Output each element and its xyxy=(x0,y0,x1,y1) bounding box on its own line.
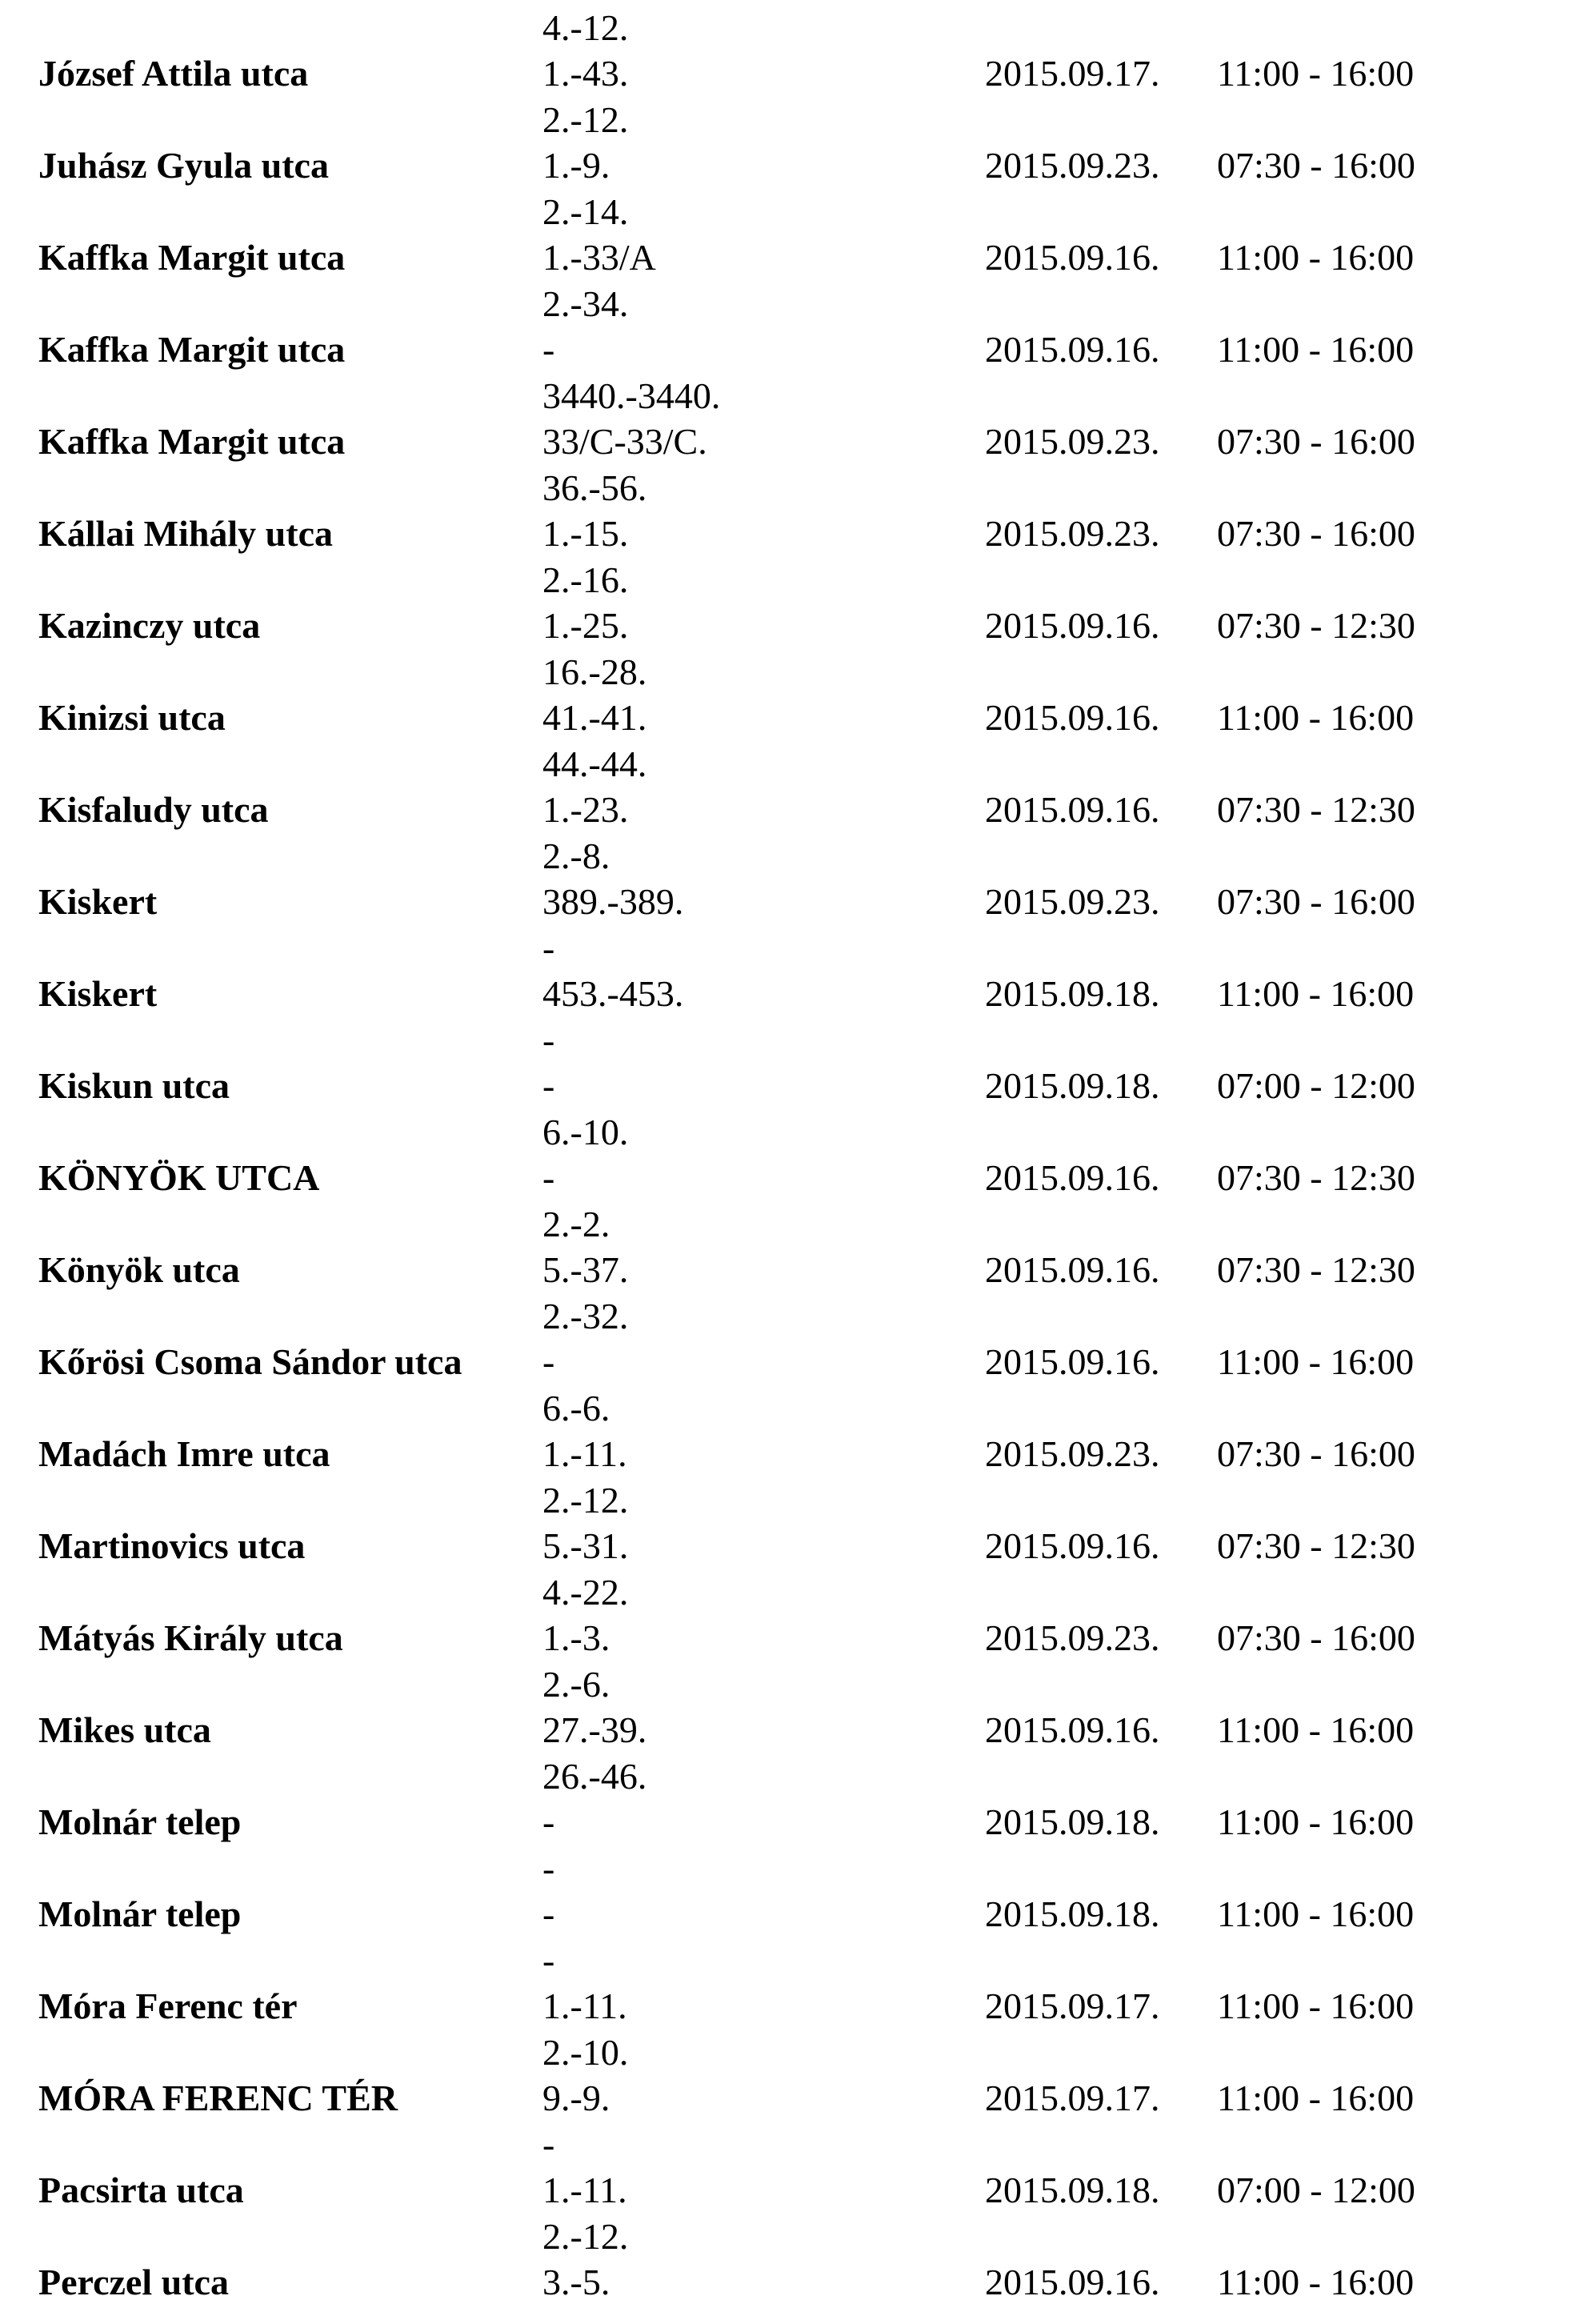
service-date: 2015.09.18. xyxy=(985,1065,1160,1106)
service-time: 11:00 - 16:00 xyxy=(1217,973,1415,1014)
street-name: Perczel utca xyxy=(38,2262,229,2302)
service-date: 2015.09.16. xyxy=(985,1525,1160,1566)
schedule-row xyxy=(0,1104,1593,1196)
service-date: 2015.09.23. xyxy=(985,145,1160,186)
service-date: 2015.09.16. xyxy=(985,697,1160,738)
house-range-first: 2.-6. xyxy=(542,1664,610,1705)
schedule-row xyxy=(0,92,1593,184)
house-range-first: 16.-28. xyxy=(542,651,647,692)
house-range-first: 44.-44. xyxy=(542,743,647,784)
service-time: 11:00 - 16:00 xyxy=(1217,2078,1415,2118)
service-time: 11:00 - 16:00 xyxy=(1217,1801,1415,1842)
house-range-first: - xyxy=(542,1020,555,1060)
schedule-row xyxy=(0,1288,1593,1380)
service-date: 2015.09.23. xyxy=(985,1433,1160,1474)
street-name: Kazinczy utca xyxy=(38,605,261,646)
house-range-first: 6.-6. xyxy=(542,1388,610,1428)
schedule-row xyxy=(0,1012,1593,1104)
service-time: 07:00 - 12:00 xyxy=(1217,2170,1415,2210)
street-name: Martinovics utca xyxy=(38,1525,306,1566)
service-date: 2015.09.18. xyxy=(985,1801,1160,1842)
schedule-row xyxy=(0,276,1593,368)
house-range-first: 2.-16. xyxy=(542,559,629,600)
schedule-row xyxy=(0,1749,1593,1841)
service-date: 2015.09.16. xyxy=(985,605,1160,646)
street-name: Kőrösi Csoma Sándor utca xyxy=(38,1341,462,1382)
schedule-row xyxy=(0,552,1593,644)
house-range-first: 4.-12. xyxy=(542,7,629,48)
street-name: Mikes utca xyxy=(38,1709,211,1750)
schedule-row xyxy=(0,1196,1593,1288)
service-time: 11:00 - 16:00 xyxy=(1217,329,1415,370)
house-range-second: 1.-11. xyxy=(542,1433,627,1474)
house-range-second: 389.-389. xyxy=(542,881,684,922)
street-name: Molnár telep xyxy=(38,1801,242,1842)
service-date: 2015.09.16. xyxy=(985,1341,1160,1382)
house-range-second: 1.-9. xyxy=(542,145,610,186)
service-date: 2015.09.16. xyxy=(985,2262,1160,2302)
street-name: Kiskert xyxy=(38,881,158,922)
house-range-second: 1.-11. xyxy=(542,1985,627,2026)
service-date: 2015.09.16. xyxy=(985,1249,1160,1290)
street-name: Könyök utca xyxy=(38,1249,240,1290)
street-name: Mátyás Király utca xyxy=(38,1617,343,1658)
house-range-second: - xyxy=(542,1341,555,1382)
street-name: Madách Imre utca xyxy=(38,1433,330,1474)
schedule-row xyxy=(0,644,1593,736)
schedule-row xyxy=(0,1933,1593,2025)
house-range-first: 2.-2. xyxy=(542,1204,610,1244)
schedule-row xyxy=(0,2025,1593,2117)
schedule-row xyxy=(0,2209,1593,2301)
house-range-first: 2.-34. xyxy=(542,283,629,324)
street-name: Kiskun utca xyxy=(38,1065,230,1106)
service-time: 07:30 - 16:00 xyxy=(1217,881,1415,922)
service-date: 2015.09.23. xyxy=(985,513,1160,554)
schedule-row xyxy=(0,184,1593,276)
house-range-first: - xyxy=(542,1848,555,1889)
service-time: 11:00 - 16:00 xyxy=(1217,53,1415,94)
house-range-first: - xyxy=(542,928,555,968)
street-name: Kállai Mihály utca xyxy=(38,513,333,554)
house-range-first: 2.-12. xyxy=(542,99,629,140)
house-range-first: 2.-14. xyxy=(542,191,629,232)
schedule-row xyxy=(0,0,1593,92)
schedule-row xyxy=(0,368,1593,460)
house-range-second: 9.-9. xyxy=(542,2078,610,2118)
house-range-second: 453.-453. xyxy=(542,973,684,1014)
service-time: 11:00 - 16:00 xyxy=(1217,697,1415,738)
service-time: 07:00 - 12:00 xyxy=(1217,1065,1415,1106)
service-time: 11:00 - 16:00 xyxy=(1217,1709,1415,1750)
house-range-first: 2.-10. xyxy=(542,2032,629,2073)
schedule-row xyxy=(0,1565,1593,1657)
service-date: 2015.09.16. xyxy=(985,329,1160,370)
street-name: KÖNYÖK UTCA xyxy=(38,1157,320,1198)
service-time: 07:30 - 12:30 xyxy=(1217,1157,1415,1198)
service-date: 2015.09.16. xyxy=(985,237,1160,278)
street-name: Kiskert xyxy=(38,973,158,1014)
house-range-second: - xyxy=(542,1801,555,1842)
schedule-row xyxy=(0,1841,1593,1933)
service-time: 11:00 - 16:00 xyxy=(1217,1341,1415,1382)
service-time: 07:30 - 16:00 xyxy=(1217,145,1415,186)
service-time: 07:30 - 12:30 xyxy=(1217,1249,1415,1290)
house-range-second: - xyxy=(542,329,555,370)
service-time: 07:30 - 12:30 xyxy=(1217,1525,1415,1566)
street-name: Pacsirta utca xyxy=(38,2170,244,2210)
street-name: MÓRA FERENC TÉR xyxy=(38,2078,398,2118)
house-range-second: - xyxy=(542,1893,555,1934)
schedule-row xyxy=(0,1380,1593,1473)
house-range-second: 1.-15. xyxy=(542,513,629,554)
house-range-first: 26.-46. xyxy=(542,1756,647,1797)
house-range-second: 1.-25. xyxy=(542,605,629,646)
house-range-first: 4.-22. xyxy=(542,1572,629,1613)
service-date: 2015.09.18. xyxy=(985,1893,1160,1934)
service-time: 11:00 - 16:00 xyxy=(1217,2262,1415,2302)
schedule-row xyxy=(0,920,1593,1012)
street-name: Kisfaludy utca xyxy=(38,789,269,830)
service-time: 11:00 - 16:00 xyxy=(1217,237,1415,278)
service-time: 07:30 - 16:00 xyxy=(1217,1617,1415,1658)
service-date: 2015.09.17. xyxy=(985,53,1160,94)
service-date: 2015.09.17. xyxy=(985,1985,1160,2026)
house-range-first: 2.-12. xyxy=(542,2216,629,2257)
service-time: 07:30 - 16:00 xyxy=(1217,421,1415,462)
service-date: 2015.09.23. xyxy=(985,421,1160,462)
house-range-first: 36.-56. xyxy=(542,467,647,508)
street-name: Móra Ferenc tér xyxy=(38,1985,298,2026)
house-range-second: 1.-23. xyxy=(542,789,629,830)
schedule-row xyxy=(0,2117,1593,2209)
street-name: Molnár telep xyxy=(38,1893,242,1934)
service-time: 11:00 - 16:00 xyxy=(1217,1985,1415,2026)
house-range-second: 1.-11. xyxy=(542,2170,627,2210)
house-range-second: 27.-39. xyxy=(542,1709,647,1750)
house-range-second: 33/C-33/C. xyxy=(542,421,707,462)
service-time: 07:30 - 12:30 xyxy=(1217,789,1415,830)
house-range-second: 5.-37. xyxy=(542,1249,629,1290)
house-range-second: 1.-43. xyxy=(542,53,629,94)
schedule-row xyxy=(0,1657,1593,1749)
schedule-row xyxy=(0,1473,1593,1565)
service-time: 07:30 - 16:00 xyxy=(1217,1433,1415,1474)
service-time: 07:30 - 16:00 xyxy=(1217,513,1415,554)
service-date: 2015.09.23. xyxy=(985,881,1160,922)
service-time: 11:00 - 16:00 xyxy=(1217,1893,1415,1934)
service-date: 2015.09.18. xyxy=(985,2170,1160,2210)
house-range-first: 2.-12. xyxy=(542,1480,629,1521)
house-range-first: 3440.-3440. xyxy=(542,375,721,416)
schedule-row xyxy=(0,828,1593,920)
street-name: Kaffka Margit utca xyxy=(38,329,346,370)
house-range-first: - xyxy=(542,2124,555,2165)
house-range-first: 2.-8. xyxy=(542,835,610,876)
street-name: Kinizsi utca xyxy=(38,697,226,738)
house-range-second: 1.-33/A xyxy=(542,237,656,278)
service-date: 2015.09.16. xyxy=(985,1709,1160,1750)
house-range-first: 2.-32. xyxy=(542,1296,629,1336)
service-date: 2015.09.16. xyxy=(985,1157,1160,1198)
service-date: 2015.09.16. xyxy=(985,789,1160,830)
house-range-second: 41.-41. xyxy=(542,697,647,738)
house-range-second: - xyxy=(542,1065,555,1106)
service-date: 2015.09.17. xyxy=(985,2078,1160,2118)
house-range-second: 1.-3. xyxy=(542,1617,610,1658)
house-range-first: - xyxy=(542,1940,555,1981)
street-name: Kaffka Margit utca xyxy=(38,237,346,278)
service-date: 2015.09.23. xyxy=(985,1617,1160,1658)
house-range-first: 6.-10. xyxy=(542,1112,629,1152)
schedule-row xyxy=(0,736,1593,828)
street-name: József Attila utca xyxy=(38,53,309,94)
street-name: Juhász Gyula utca xyxy=(38,145,329,186)
street-name: Kaffka Margit utca xyxy=(38,421,346,462)
schedule-row xyxy=(0,460,1593,552)
house-range-second: - xyxy=(542,1157,555,1198)
house-range-second: 5.-31. xyxy=(542,1525,629,1566)
service-time: 07:30 - 12:30 xyxy=(1217,605,1415,646)
service-date: 2015.09.18. xyxy=(985,973,1160,1014)
house-range-second: 3.-5. xyxy=(542,2262,610,2302)
